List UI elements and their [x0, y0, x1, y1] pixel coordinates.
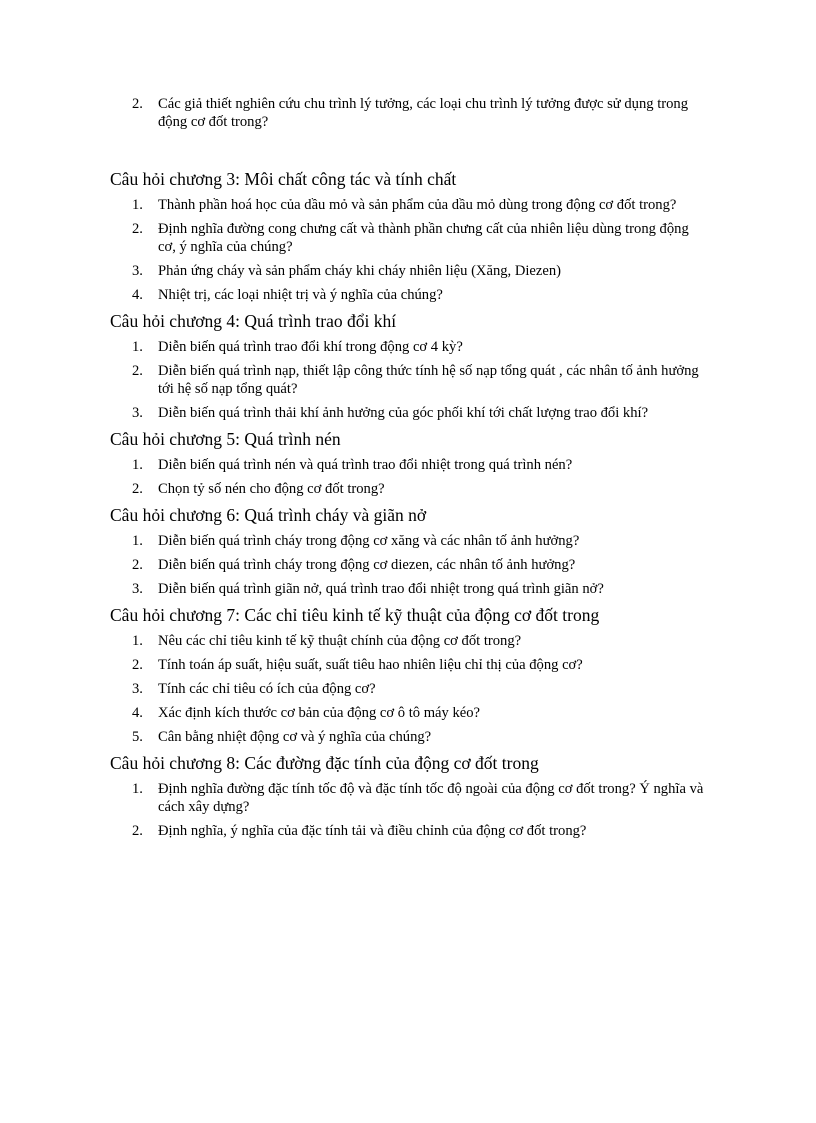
question-number: 1. — [132, 197, 143, 213]
list-item — [110, 456, 710, 474]
list-item — [110, 780, 710, 816]
question-text: Xác định kích thước cơ bản của động cơ ô tô máy kéo? — [158, 705, 481, 721]
list-item — [110, 262, 710, 280]
question-text: Diễn biến quá trình trao đổi khí trong động cơ 4 kỳ? — [158, 339, 463, 355]
question-text: Diễn biến quá trình cháy trong động cơ diezen, các nhân tố ảnh hưởng? — [158, 557, 576, 573]
list-item — [110, 196, 710, 214]
question-number: 1. — [132, 339, 143, 355]
question-list — [110, 780, 710, 840]
question-number: 2. — [132, 657, 143, 673]
question-list — [110, 338, 710, 422]
list-item — [110, 656, 710, 674]
chapter-heading: Câu hỏi chương 6: Quá trình cháy và giãn nở — [110, 505, 427, 525]
chapter-heading: Câu hỏi chương 7: Các chỉ tiêu kinh tế kỹ thuật của động cơ đốt trong — [110, 605, 600, 625]
question-text: Nêu các chỉ tiêu kinh tế kỹ thuật chính của động cơ đốt trong? — [158, 633, 522, 649]
question-text: Định nghĩa đường cong chưng cất và thành phần chưng cất của nhiên liệu dùng trong động cơ, ý nghĩa của chúng? — [158, 221, 689, 255]
question-text: Chọn tỷ số nén cho động cơ đốt trong? — [158, 481, 385, 497]
question-number: 2. — [132, 96, 143, 112]
question-list — [110, 196, 710, 304]
question-text: Diễn biến quá trình cháy trong động cơ xăng và các nhân tố ảnh hưởng? — [158, 533, 580, 549]
question-number: 1. — [132, 781, 143, 797]
list-item — [110, 556, 710, 574]
list-item — [110, 404, 710, 422]
chapter-section — [110, 310, 710, 422]
question-text: Tính các chỉ tiêu có ích của động cơ? — [158, 681, 376, 697]
question-number: 1. — [132, 533, 143, 549]
list-item — [110, 338, 710, 356]
question-number: 1. — [132, 457, 143, 473]
question-text: Phản ứng cháy và sản phẩm cháy khi cháy nhiên liệu (Xăng, Diezen) — [158, 263, 562, 279]
chapter-heading: Câu hỏi chương 5: Quá trình nén — [110, 429, 341, 449]
chapter-heading: Câu hỏi chương 3: Môi chất công tác và tính chất — [110, 169, 457, 189]
question-text: Tính toán áp suất, hiệu suất, suất tiêu hao nhiên liệu chỉ thị của động cơ? — [158, 657, 583, 673]
chapter-section — [110, 168, 710, 304]
intro-question-list — [110, 95, 710, 137]
list-item — [110, 286, 710, 304]
question-text: Diễn biến quá trình nạp, thiết lập công thức tính hệ số nạp tổng quát , các nhân tố ảnh hưởng tới hệ số nạp tổng quát? — [158, 363, 699, 397]
list-item — [110, 532, 710, 550]
question-number: 2. — [132, 481, 143, 497]
question-list — [110, 532, 710, 598]
question-text: Các giả thiết nghiên cứu chu trình lý tưởng, các loại chu trình lý tưởng được sử dụng trong động cơ đốt trong? — [158, 96, 688, 130]
question-number: 2. — [132, 221, 143, 237]
list-item — [110, 728, 710, 746]
question-text: Diễn biến quá trình giãn nở, quá trình trao đổi nhiệt trong quá trình giãn nở? — [158, 581, 604, 597]
question-text: Cân bằng nhiệt động cơ và ý nghĩa của chúng? — [158, 729, 432, 745]
question-text: Thành phần hoá học của dầu mỏ và sản phẩm của dầu mỏ dùng trong động cơ đốt trong? — [158, 197, 677, 213]
question-number: 4. — [132, 705, 143, 721]
chapter-section — [110, 428, 710, 498]
list-item — [110, 480, 710, 498]
list-item — [110, 704, 710, 722]
list-item — [110, 95, 710, 131]
question-number: 3. — [132, 581, 143, 597]
question-number: 5. — [132, 729, 143, 745]
question-text: Nhiệt trị, các loại nhiệt trị và ý nghĩa của chúng? — [158, 287, 443, 303]
chapter-section — [110, 752, 710, 840]
list-item — [110, 632, 710, 650]
question-number: 3. — [132, 405, 143, 421]
question-number: 2. — [132, 363, 143, 379]
question-text: Diễn biến quá trình nén và quá trình trao đổi nhiệt trong quá trình nén? — [158, 457, 573, 473]
question-number: 3. — [132, 263, 143, 279]
list-item — [110, 580, 710, 598]
question-number: 3. — [132, 681, 143, 697]
chapter-sections — [110, 168, 710, 846]
list-item — [110, 680, 710, 698]
list-item — [110, 362, 710, 398]
question-number: 1. — [132, 633, 143, 649]
chapter-heading: Câu hỏi chương 8: Các đường đặc tính của động cơ đốt trong — [110, 753, 539, 773]
question-text: Định nghĩa, ý nghĩa của đặc tính tải và điều chỉnh của động cơ đốt trong? — [158, 823, 587, 839]
chapter-section — [110, 604, 710, 746]
question-list — [110, 632, 710, 746]
chapter-heading: Câu hỏi chương 4: Quá trình trao đổi khí — [110, 311, 397, 331]
chapter-section — [110, 504, 710, 598]
question-list — [110, 456, 710, 498]
question-text: Định nghĩa đường đặc tính tốc độ và đặc tính tốc độ ngoài của động cơ đốt trong? Ý nghĩa và cách xây dựng? — [158, 781, 704, 815]
question-text: Diễn biến quá trình thải khí ảnh hưởng của góc phối khí tới chất lượng trao đổi khí? — [158, 405, 649, 421]
list-item — [110, 822, 710, 840]
question-number: 2. — [132, 823, 143, 839]
question-number: 4. — [132, 287, 143, 303]
list-item — [110, 220, 710, 256]
question-number: 2. — [132, 557, 143, 573]
